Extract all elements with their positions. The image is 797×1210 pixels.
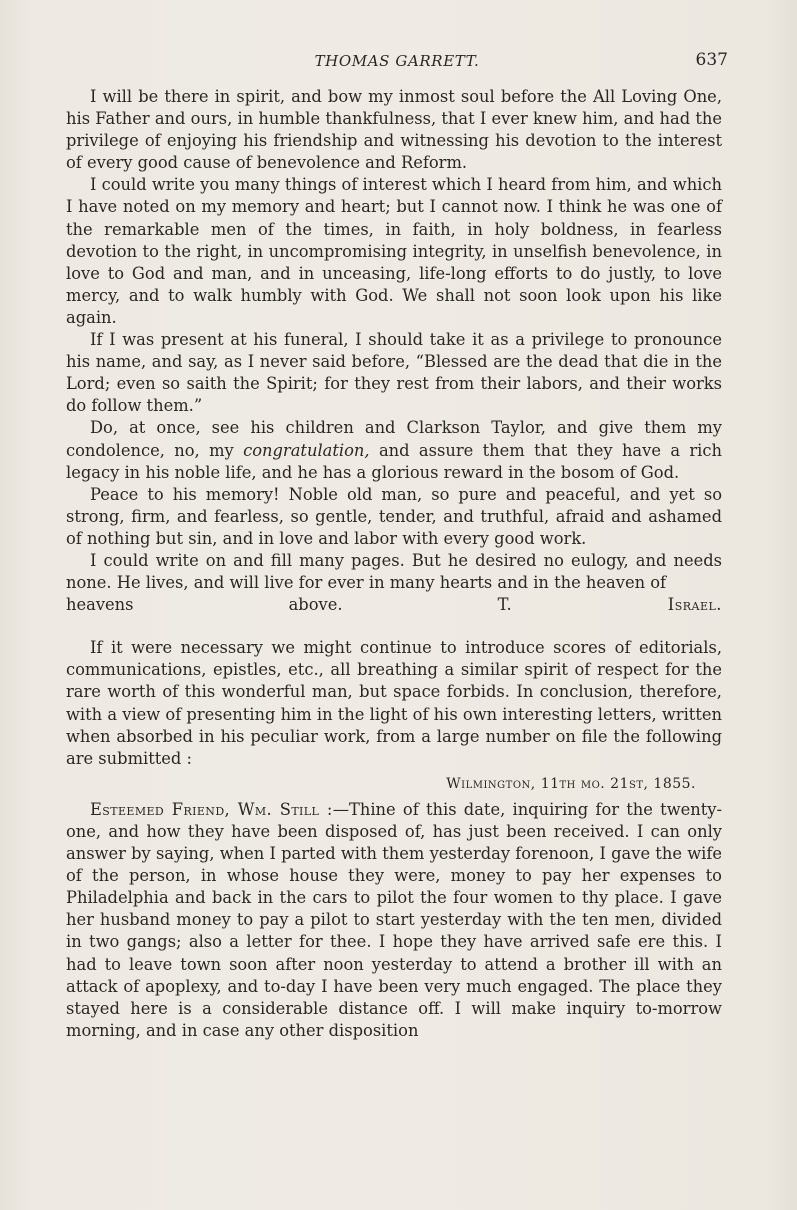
paragraph-4-text-b: and assure them that they have a rich legacy in his noble life, and he has a glorious reward in the bosom of God. [66, 440, 722, 482]
page-body [66, 86, 722, 1042]
letter-paragraph-5: Peace to his memory! Noble old man, so pure and peaceful, and yet so strong, firm, and fearless, so gentle, tender, and truthful, afraid and ashamed of nothing but sin, and in love and labor with every good work. [66, 484, 722, 548]
closing-line [66, 594, 722, 616]
garrett-letter-text: —Thine of this date, inquiring for the twenty-one, and how they have been disposed of, has just been received. I can only answer by saying, when I parted with them yesterday forenoon, I gave the wife of the person, in whose house they were, money to pay her expenses to Philadelphia and back in the cars to pilot the four women to thy place. I gave her husband money to pay a pilot to start yesterday with the ten men, divided in two gangs; also a letter for thee. I hope they have arrived safe ere this. I had to leave town soon after noon yesterday to attend a brother ill with an attack of apoplexy, and to-day I have been very much engaged. The place they stayed here is a considerable distance off. I will make inquiry to-morrow morning, and in case any other disposition [66, 799, 722, 1040]
running-title: THOMAS GARRETT. [314, 52, 480, 70]
closing-text: heavens above. [66, 595, 343, 615]
emphasized-word: congratulation, [243, 440, 370, 460]
garrett-letter-body [66, 799, 722, 1042]
letter-paragraph-3: If I was present at his funeral, I should take it as a privilege to pronounce his name, and say, as I never said before, “Blessed are the dead that die in the Lord; even so saith the Spirit; for they rest from their labors, and their works do follow them.” [66, 330, 722, 416]
signature: T. Israel. [497, 595, 722, 615]
page-header [66, 50, 728, 76]
salutation: Esteemed Friend, Wm. Still : [90, 799, 333, 819]
letter-paragraph-4 [66, 417, 722, 483]
intro-paragraph: If it were necessary we might continue to introduce scores of editorials, communications, epistles, etc., all breathing a similar spirit of respect for the rare worth of this wonderful man, but space forbids. In conclusion, therefore, with a view of presenting him in the light of his own interesting letters, written when absorbed in his peculiar work, from a large number on file the following are submitted : [66, 638, 722, 768]
letter-paragraph-6: I could write on and fill many pages. But he desired no eulogy, and needs none. He lives, and will live for ever in many hearts and in the heaven of [66, 550, 722, 593]
letter-paragraph-2: I could write you many things of interest which I heard from him, and which I have noted on my memory and heart; but I cannot now. I think he was one of the remarkable men of the times, in faith, in holy boldness, in fearless devotion to the right, in uncompromising integrity, in unselfish benevolence, in love to God and man, and in unceasing, life-long efforts to do justly, to love mercy, and to walk humbly with God. We shall not soon look upon his like again. [66, 175, 722, 327]
dateline: Wilmington, 11th mo. 21st, 1855. [446, 775, 696, 792]
letter-paragraph-1: I will be there in spirit, and bow my inmost soul before the All Loving One, his Father and ours, in humble thankfulness, that I ever knew him, and had the privilege of enjoying his friendship and witnessing his devotion to the interest of every good cause of benevolence and Reform. [66, 87, 722, 173]
paragraph-4-text-a: Do, at once, see his children and Clarkson Taylor, and give them my condolence, no, my [66, 418, 722, 460]
page-number: 637 [695, 50, 728, 70]
